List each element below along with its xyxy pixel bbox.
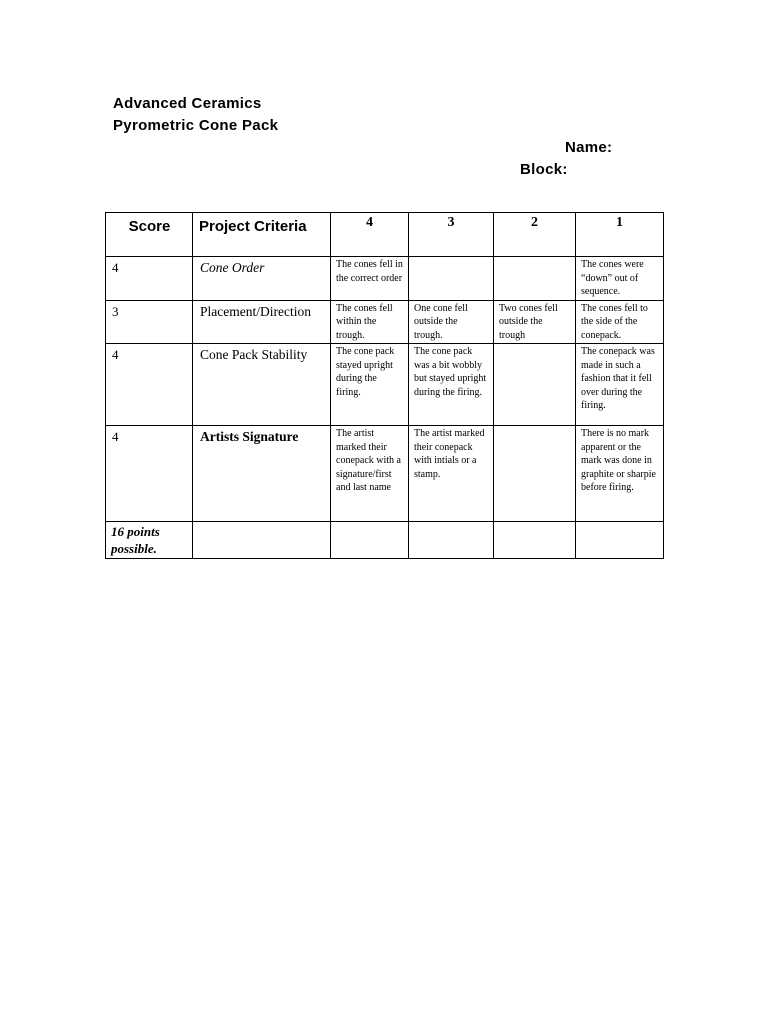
row-criteria: Placement/Direction	[193, 300, 331, 344]
empty-cell	[331, 522, 409, 559]
table-row	[106, 426, 664, 522]
descriptor-level-1: There is no mark apparent or the mark was done in graphite or sharpie before firing.	[576, 426, 664, 522]
descriptor-level-2	[494, 257, 576, 301]
descriptor-level-3: The artist marked their conepack with intials or a stamp.	[409, 426, 494, 522]
descriptor-level-4: The cones fell within the trough.	[331, 300, 409, 344]
row-score: 4	[106, 426, 193, 522]
name-label: Name:	[565, 139, 613, 156]
table-footer-row	[106, 522, 664, 559]
table-row	[106, 257, 664, 301]
header-project-criteria: Project Criteria	[193, 213, 331, 257]
empty-cell	[494, 522, 576, 559]
descriptor-level-1: The cones were “down” out of sequence.	[576, 257, 664, 301]
document-title: Advanced Ceramics	[113, 95, 262, 112]
header-level-3: 3	[409, 213, 494, 257]
header-level-2: 2	[494, 213, 576, 257]
points-possible: 16 points possible.	[106, 522, 193, 559]
descriptor-level-2	[494, 426, 576, 522]
block-label: Block:	[520, 161, 568, 178]
row-criteria: Cone Pack Stability	[193, 344, 331, 426]
table-row	[106, 300, 664, 344]
descriptor-level-3: One cone fell outside the trough.	[409, 300, 494, 344]
document-subtitle: Pyrometric Cone Pack	[113, 117, 279, 134]
descriptor-level-3	[409, 257, 494, 301]
row-score: 4	[106, 257, 193, 301]
descriptor-level-3: The cone pack was a bit wobbly but stayed upright during the firing.	[409, 344, 494, 426]
table-header-row	[106, 213, 664, 257]
descriptor-level-4: The artist marked their conepack with a signature/first and last name	[331, 426, 409, 522]
empty-cell	[409, 522, 494, 559]
descriptor-level-2	[494, 344, 576, 426]
table-row	[106, 344, 664, 426]
header-level-4: 4	[331, 213, 409, 257]
empty-cell	[193, 522, 331, 559]
empty-cell	[576, 522, 664, 559]
descriptor-level-1: The cones fell to the side of the conepack.	[576, 300, 664, 344]
rubric-table	[105, 212, 664, 559]
row-criteria: Cone Order	[193, 257, 331, 301]
row-criteria: Artists Signature	[193, 426, 331, 522]
descriptor-level-4: The cones fell in the correct order	[331, 257, 409, 301]
header-score: Score	[106, 213, 193, 257]
descriptor-level-2: Two cones fell outside the trough	[494, 300, 576, 344]
row-score: 3	[106, 300, 193, 344]
descriptor-level-4: The cone pack stayed upright during the firing.	[331, 344, 409, 426]
header-level-1: 1	[576, 213, 664, 257]
descriptor-level-1: The conepack was made in such a fashion that it fell over during the firing.	[576, 344, 664, 426]
row-score: 4	[106, 344, 193, 426]
